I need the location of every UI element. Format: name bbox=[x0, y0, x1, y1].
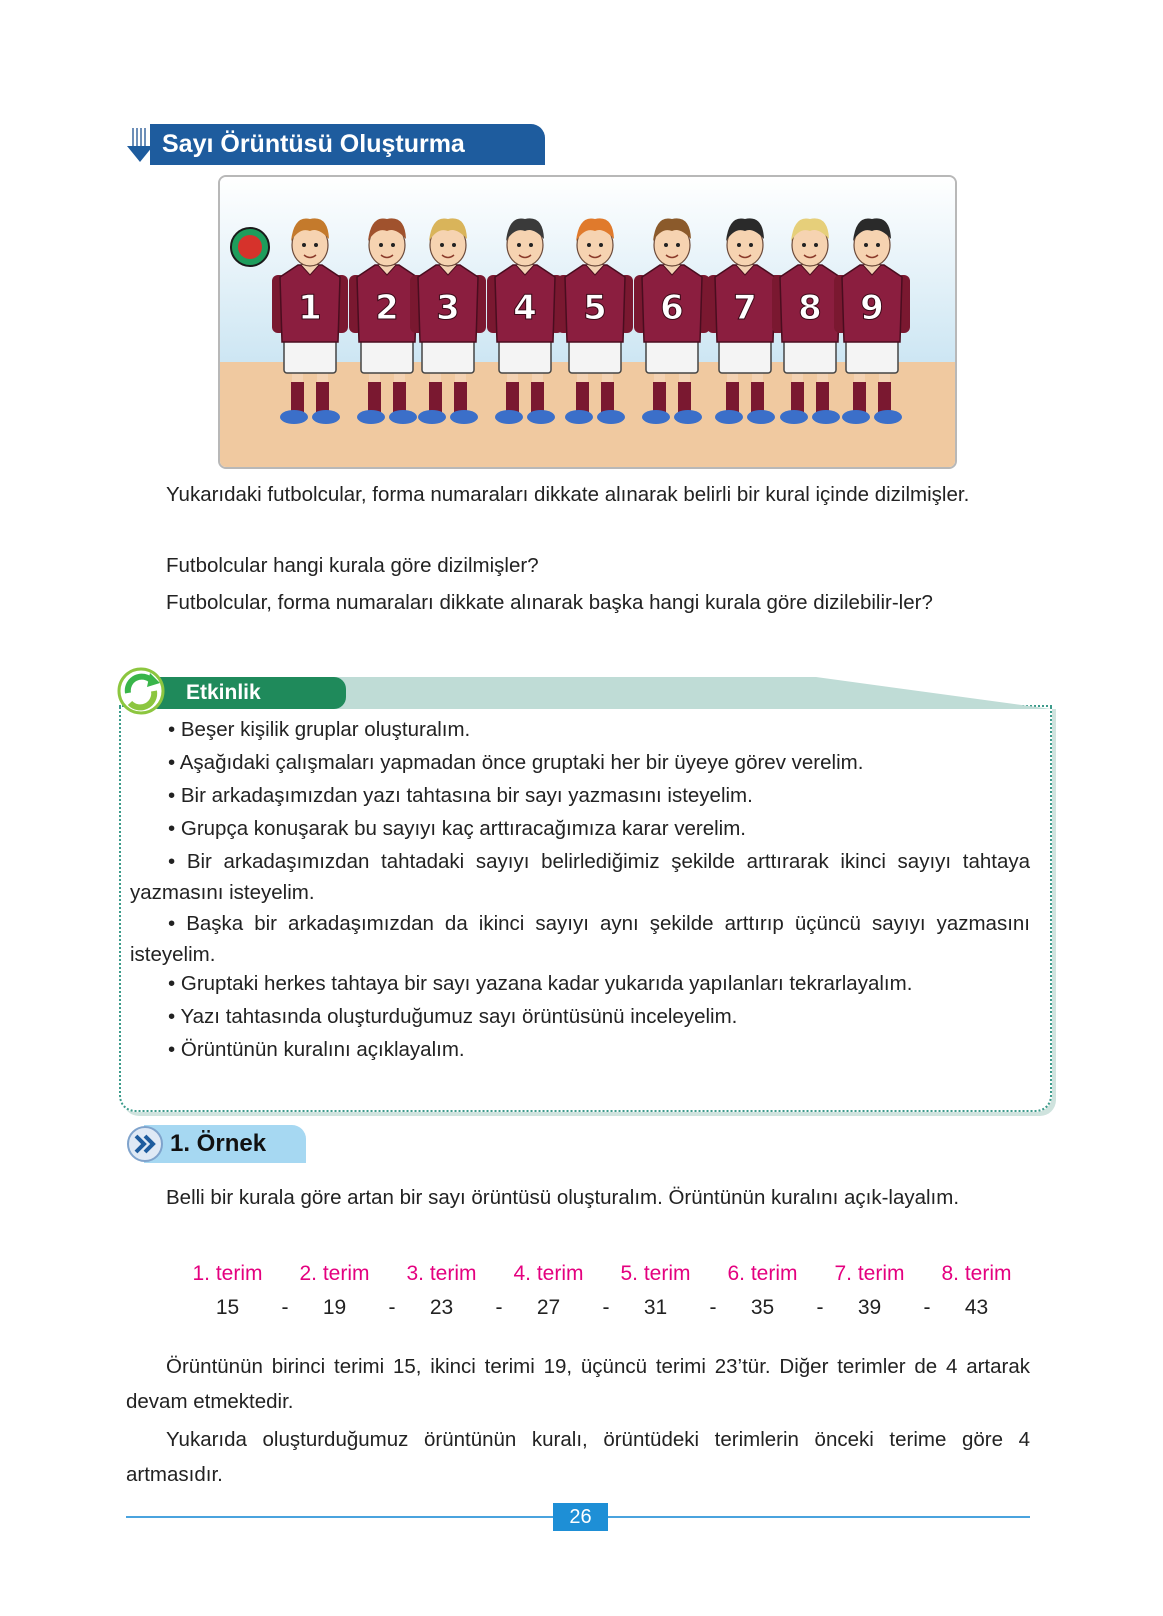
jersey-number: 1 bbox=[298, 288, 322, 328]
term-label: 8. terim bbox=[941, 1262, 1012, 1285]
term-separator: - bbox=[709, 1296, 717, 1319]
jersey-number: 6 bbox=[660, 288, 684, 328]
page-number: 26 bbox=[553, 1503, 608, 1531]
ornek-intro: Belli bir kurala göre artan bir sayı örüntüsü oluşturalım. Örüntünün kuralını açık-layalım. bbox=[166, 1186, 960, 1209]
etkinlik-item: • Beşer kişilik gruplar oluşturalım. bbox=[168, 718, 471, 741]
term-label: 3. terim bbox=[406, 1262, 477, 1285]
term-separator: - bbox=[602, 1296, 610, 1319]
intro-paragraph-2: Futbolcular hangi kurala göre dizilmişler? bbox=[166, 554, 539, 577]
jersey-number: 5 bbox=[583, 288, 607, 328]
footballers-drawing bbox=[220, 177, 955, 467]
intro-paragraph-1: Yukarıdaki futbolcular, forma numaraları dikkate alınarak belirli bir kural içinde dizilmişler. bbox=[166, 483, 970, 506]
term-value: 43 bbox=[964, 1296, 989, 1319]
term-separator: - bbox=[495, 1296, 503, 1319]
footballers-illustration bbox=[218, 175, 957, 469]
jersey-number: 8 bbox=[798, 288, 822, 328]
term-separator: - bbox=[816, 1296, 824, 1319]
intro-paragraph-3: Futbolcular, forma numaraları dikkate alınarak başka hangi kurala göre dizilebilir-ler? bbox=[166, 591, 933, 614]
etkinlik-item: • Bir arkadaşımızdan yazı tahtasına bir sayı yazmasını isteyelim. bbox=[168, 784, 753, 807]
footer-line-left bbox=[126, 1516, 553, 1518]
section-header bbox=[124, 124, 545, 165]
term-label: 5. terim bbox=[620, 1262, 691, 1285]
etkinlik-item: • Gruptaki herkes tahtaya bir sayı yazana kadar yukarıda yapılanları tekrarlayalım. bbox=[168, 972, 913, 995]
term-value: 27 bbox=[536, 1296, 561, 1319]
term-value: 19 bbox=[322, 1296, 347, 1319]
etkinlik-item: • Yazı tahtasında oluşturduğumuz sayı örüntüsünü inceleyelim. bbox=[168, 1005, 738, 1028]
ornek-label: 1. Örnek bbox=[170, 1130, 267, 1157]
term-label: 4. terim bbox=[513, 1262, 584, 1285]
term-label: 2. terim bbox=[299, 1262, 370, 1285]
etkinlik-item: • Aşağıdaki çalışmaları yapmadan önce gruptaki her bir üyeye görev verelim. bbox=[168, 751, 864, 774]
jersey-number: 3 bbox=[436, 288, 460, 328]
term-label: 1. terim bbox=[192, 1262, 263, 1285]
term-value: 39 bbox=[857, 1296, 882, 1319]
term-value: 15 bbox=[215, 1296, 240, 1319]
ornek-header bbox=[126, 1125, 306, 1163]
term-separator: - bbox=[923, 1296, 931, 1319]
jersey-number: 7 bbox=[733, 288, 757, 328]
etkinlik-item: • Örüntünün kuralını açıklayalım. bbox=[168, 1038, 465, 1061]
term-label: 7. terim bbox=[834, 1262, 905, 1285]
double-chevron-icon bbox=[126, 1125, 164, 1163]
term-separator: - bbox=[388, 1296, 396, 1319]
term-value: 31 bbox=[643, 1296, 668, 1319]
refresh-cycle-icon bbox=[116, 665, 166, 717]
jersey-number: 4 bbox=[513, 288, 537, 328]
term-label: 6. terim bbox=[727, 1262, 798, 1285]
etkinlik-label: Etkinlik bbox=[186, 681, 261, 704]
etkinlik-item: • Bir arkadaşımızdan tahtadaki sayıyı belirlediğimiz şekilde arttırarak ikinci sayıyı tahtaya yazmasını isteyelim. bbox=[130, 850, 1030, 904]
ball-icon bbox=[231, 228, 269, 266]
ornek-paragraph-1: Örüntünün birinci terimi 15, ikinci terimi 19, üçüncü terimi 23’tür. Diğer terimler de 4 artarak devam etmektedir. bbox=[126, 1355, 1030, 1413]
section-title: Sayı Örüntüsü Oluşturma bbox=[162, 130, 465, 158]
term-value: 35 bbox=[750, 1296, 775, 1319]
term-separator: - bbox=[281, 1296, 289, 1319]
etkinlik-item: • Grupça konuşarak bu sayıyı kaç arttıracağımıza karar verelim. bbox=[168, 817, 746, 840]
jersey-number: 2 bbox=[375, 288, 399, 328]
etkinlik-item: • Başka bir arkadaşımızdan da ikinci sayıyı aynı şekilde arttırıp üçüncü sayıyı yazmasını isteyelim. bbox=[130, 912, 1030, 966]
etkinlik-tab bbox=[116, 673, 1051, 718]
ornek-paragraph-2: Yukarıda oluşturduğumuz örüntünün kuralı, örüntüdeki terimlerin önceki terime göre 4 artmasıdır. bbox=[126, 1428, 1030, 1486]
jersey-number: 9 bbox=[860, 288, 884, 328]
term-value: 23 bbox=[429, 1296, 454, 1319]
footer-line-right bbox=[608, 1516, 1030, 1518]
term-sequence bbox=[180, 1262, 1030, 1332]
